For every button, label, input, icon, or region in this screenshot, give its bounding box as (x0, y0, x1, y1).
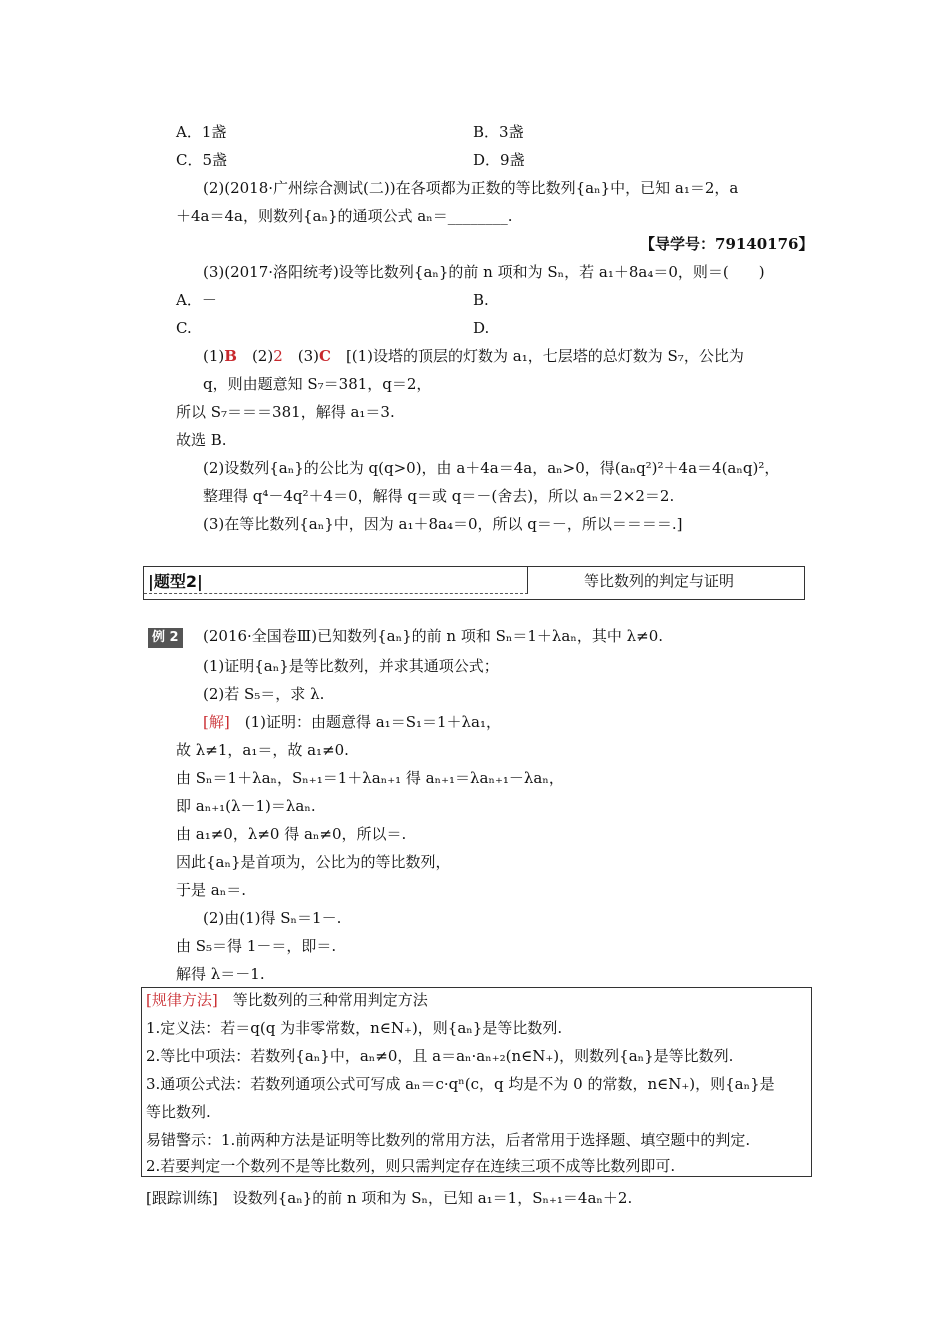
method-title: 等比数列的三种常用判定方法 (217, 991, 428, 1009)
q2-line1: (2)(2018·广州综合测试(二))在各项都为正数的等比数列{aₙ}中，已知 a₁＝2，a (203, 179, 739, 197)
solution-line10: 解得 λ＝－1. (176, 965, 265, 983)
answer-line3: 所以 S₇＝＝＝381，解得 a₁＝3. (176, 403, 395, 421)
method-1: 1.定义法：若＝q(q 为非零常数，n∈N₊)，则{aₙ}是等比数列. (146, 1019, 563, 1037)
answer-line6: 整理得 q⁴－4q²＋4＝0，解得 q＝或 q＝－(舍去)，所以 aₙ＝2×2＝2. (203, 487, 675, 505)
answer-line2: q，则由题意知 S₇＝381，q＝2， (203, 375, 432, 393)
solution-line7: 于是 aₙ＝. (176, 881, 246, 899)
choice2-a: A．－ (176, 291, 217, 309)
track-training: [跟踪训练] 设数列{aₙ}的前 n 项和为 Sₙ，已知 a₁＝1，Sₙ₊₁＝4aₙ＋2. (146, 1189, 633, 1207)
choice2-c: C. (176, 319, 192, 337)
example-q1: (1)证明{aₙ}是等比数列，并求其通项公式； (203, 657, 499, 675)
answer-p1: (1) (203, 347, 225, 365)
answer-2: 2 (273, 347, 283, 365)
solution-line6: 因此{aₙ}是首项为，公比为的等比数列， (176, 853, 451, 871)
solution-label: [解] (203, 713, 230, 731)
answer-line7: (3)在等比数列{aₙ}中，因为 a₁＋8a₄＝0，所以 q＝－，所以＝＝＝＝.] (203, 515, 683, 533)
choice2-d: D. (473, 319, 490, 337)
answer-line4: 故选 B. (176, 431, 227, 449)
q2-line2: ＋4a＝4a，则数列{aₙ}的通项公式 aₙ＝________. (176, 207, 513, 225)
choice-d: D．9盏 (473, 151, 525, 169)
example-badge (148, 626, 183, 648)
solution-line8: (2)由(1)得 Sₙ＝1－. (203, 909, 342, 927)
method-label: [规律方法] (146, 991, 218, 1009)
method-2: 2.等比中项法：若数列{aₙ}中，aₙ≠0，且 a＝aₙ·aₙ₊₂(n∈N₊)，则数列{aₙ}是等比数列. (146, 1047, 734, 1065)
answer-line1 (203, 346, 744, 366)
example-q2: (2)若 S₅＝，求 λ. (203, 685, 325, 703)
section-header (143, 566, 805, 600)
section-tag: |题型2| (148, 572, 203, 591)
answer-line5: (2)设数列{aₙ}的公比为 q(q>0)，由 a＋4a＝4a，aₙ>0，得(aₙq²)²＋4a＝4(aₙq)²， (203, 459, 780, 477)
solution-line2: 故 λ≠1，a₁＝，故 a₁≠0. (176, 741, 349, 759)
solution-line3: 由 Sₙ＝1＋λaₙ，Sₙ₊₁＝1＋λaₙ₊₁ 得 aₙ₊₁＝λaₙ₊₁－λaₙ， (176, 769, 564, 787)
section-topic: 等比数列的判定与证明 (584, 572, 735, 590)
guide-number: 【导学号：79140176】 (640, 235, 814, 253)
solution-line5: 由 a₁≠0，λ≠0 得 aₙ≠0，所以＝. (176, 825, 407, 843)
solution-line1 (203, 712, 501, 732)
choice2-b: B. (473, 291, 489, 309)
choice-c: C．5盏 (176, 151, 228, 169)
choice-a: A．1盏 (176, 123, 227, 141)
answer-p2: (2) (236, 347, 274, 365)
answer-3: C (318, 347, 331, 365)
method-3a: 3.通项公式法：若数列通项公式可写成 aₙ＝c·qⁿ(c，q 均是不为 0 的常数，n∈N₊)，则{aₙ}是 (146, 1075, 775, 1093)
answer-rest: [(1)设塔的顶层的灯数为 a₁，七层塔的总灯数为 S₇，公比为 (330, 347, 744, 365)
answer-1: B (224, 347, 237, 365)
answer-p3: (3) (282, 347, 319, 365)
choice-b: B．3盏 (473, 123, 524, 141)
solution-line4: 即 aₙ₊₁(λ－1)＝λaₙ. (176, 797, 316, 815)
solution-start: (1)证明：由题意得 a₁＝S₁＝1＋λa₁， (229, 713, 501, 731)
example-stem: (2016·全国卷Ⅲ)已知数列{aₙ}的前 n 项和 Sₙ＝1＋λaₙ，其中 λ≠0. (203, 627, 663, 645)
method-title-line (146, 990, 428, 1010)
solution-line9: 由 S₅＝得 1－＝，即＝. (176, 937, 337, 955)
warning-1: 易错警示：1.前两种方法是证明等比数列的常用方法，后者常用于选择题、填空题中的判定. (146, 1131, 751, 1149)
method-3b: 等比数列. (146, 1103, 211, 1121)
example-badge-label: 例 2 (148, 628, 183, 648)
q3-line1: (3)(2017·洛阳统考)设等比数列{aₙ}的前 n 项和为 Sₙ，若 a₁＋8a₄＝0，则＝( ) (203, 263, 765, 281)
warning-2: 2.若要判定一个数列不是等比数列，则只需判定存在连续三项不成等比数列即可. (146, 1157, 676, 1175)
